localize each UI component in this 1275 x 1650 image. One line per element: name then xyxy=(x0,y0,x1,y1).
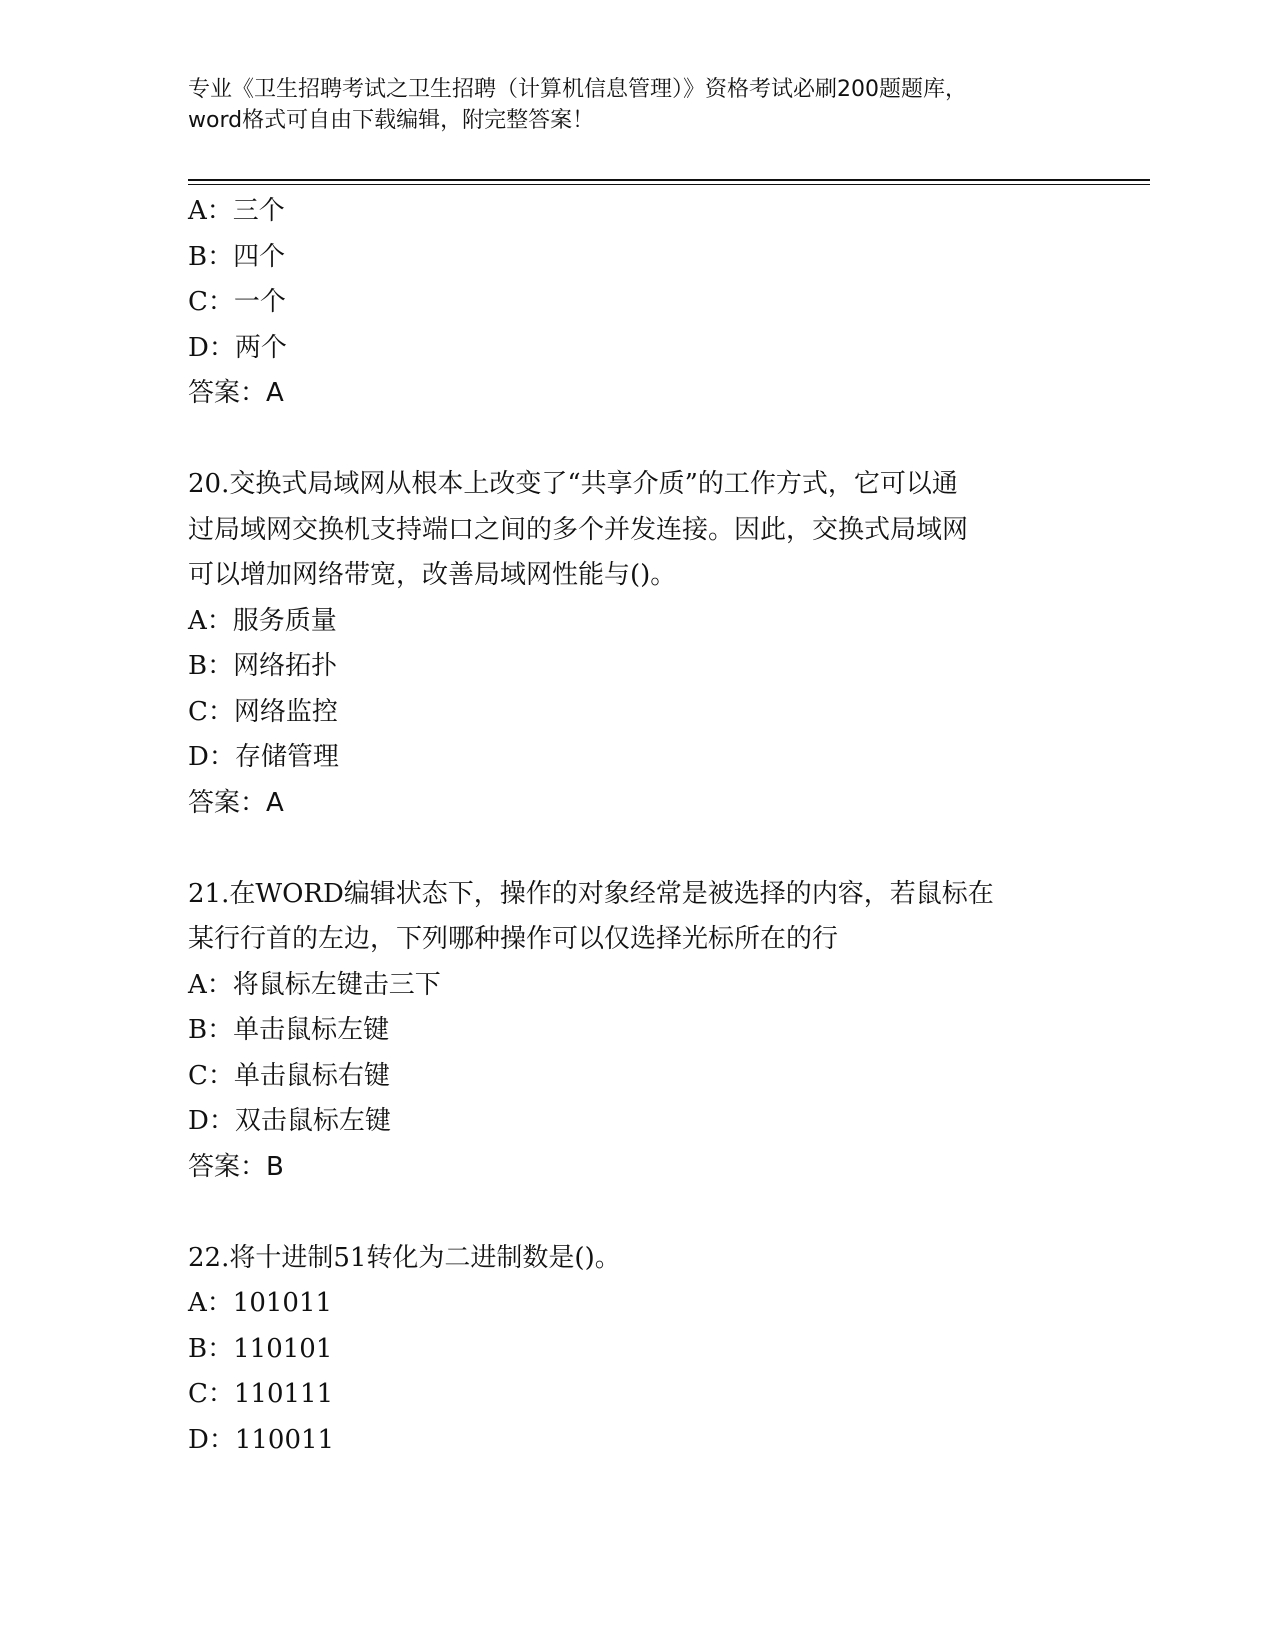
option-a: A：将鼠标左键击三下 xyxy=(188,969,441,1000)
header-divider-thick xyxy=(188,179,1150,181)
question-list xyxy=(188,189,1088,1463)
spacer xyxy=(188,1190,1088,1236)
option-c: C：网络监控 xyxy=(188,696,338,727)
option-d: D：双击鼠标左键 xyxy=(188,1106,391,1136)
option-b: B：单击鼠标左键 xyxy=(188,1015,390,1045)
option-c: C：单击鼠标右键 xyxy=(188,1060,390,1091)
option-d: D：110011 xyxy=(188,1424,335,1455)
question-block-19 xyxy=(188,189,1088,417)
document-header xyxy=(188,74,1088,136)
option-a: A：服务质量 xyxy=(188,605,337,636)
option-a: A：三个 xyxy=(188,196,285,226)
question-block-21 xyxy=(188,872,1088,1191)
header-title-line-2: word格式可自由下载编辑，附完整答案！ xyxy=(188,108,595,133)
option-a: A：101011 xyxy=(188,1288,333,1318)
spacer xyxy=(188,826,1088,872)
header-title-line-1: 专业《卫生招聘考试之卫生招聘（计算机信息管理）》资格考试必刷200题题库， xyxy=(188,77,967,102)
option-d: D：存储管理 xyxy=(188,742,339,772)
option-c: C：一个 xyxy=(188,287,286,317)
spacer xyxy=(188,417,1088,463)
question-text-line: 21.在WORD编辑状态下，操作的对象经常是被选择的内容，若鼠标在 xyxy=(188,878,994,909)
question-block-20 xyxy=(188,462,1088,826)
option-d: D：两个 xyxy=(188,332,287,363)
answer-line: 答案：B xyxy=(188,1151,284,1182)
option-b: B：网络拓扑 xyxy=(188,651,338,681)
answer-line: 答案：A xyxy=(188,378,284,408)
question-block-22 xyxy=(188,1236,1088,1464)
option-b: B：110101 xyxy=(188,1333,333,1364)
question-text-line: 可以增加网络带宽，改善局域网性能与()。 xyxy=(188,560,677,590)
header-divider-thin xyxy=(188,184,1150,185)
question-text-line: 20.交换式局域网从根本上改变了“共享介质”的工作方式，它可以通 xyxy=(188,469,958,499)
question-text-line: 过局域网交换机支持端口之间的多个并发连接。因此，交换式局域网 xyxy=(188,514,969,545)
option-c: C：110111 xyxy=(188,1379,334,1409)
question-text-line: 22.将十进制51转化为二进制数是()。 xyxy=(188,1242,621,1273)
question-text-line: 某行行首的左边，下列哪种操作可以仅选择光标所在的行 xyxy=(188,924,839,954)
option-b: B：四个 xyxy=(188,241,286,272)
answer-line: 答案：A xyxy=(188,787,284,818)
